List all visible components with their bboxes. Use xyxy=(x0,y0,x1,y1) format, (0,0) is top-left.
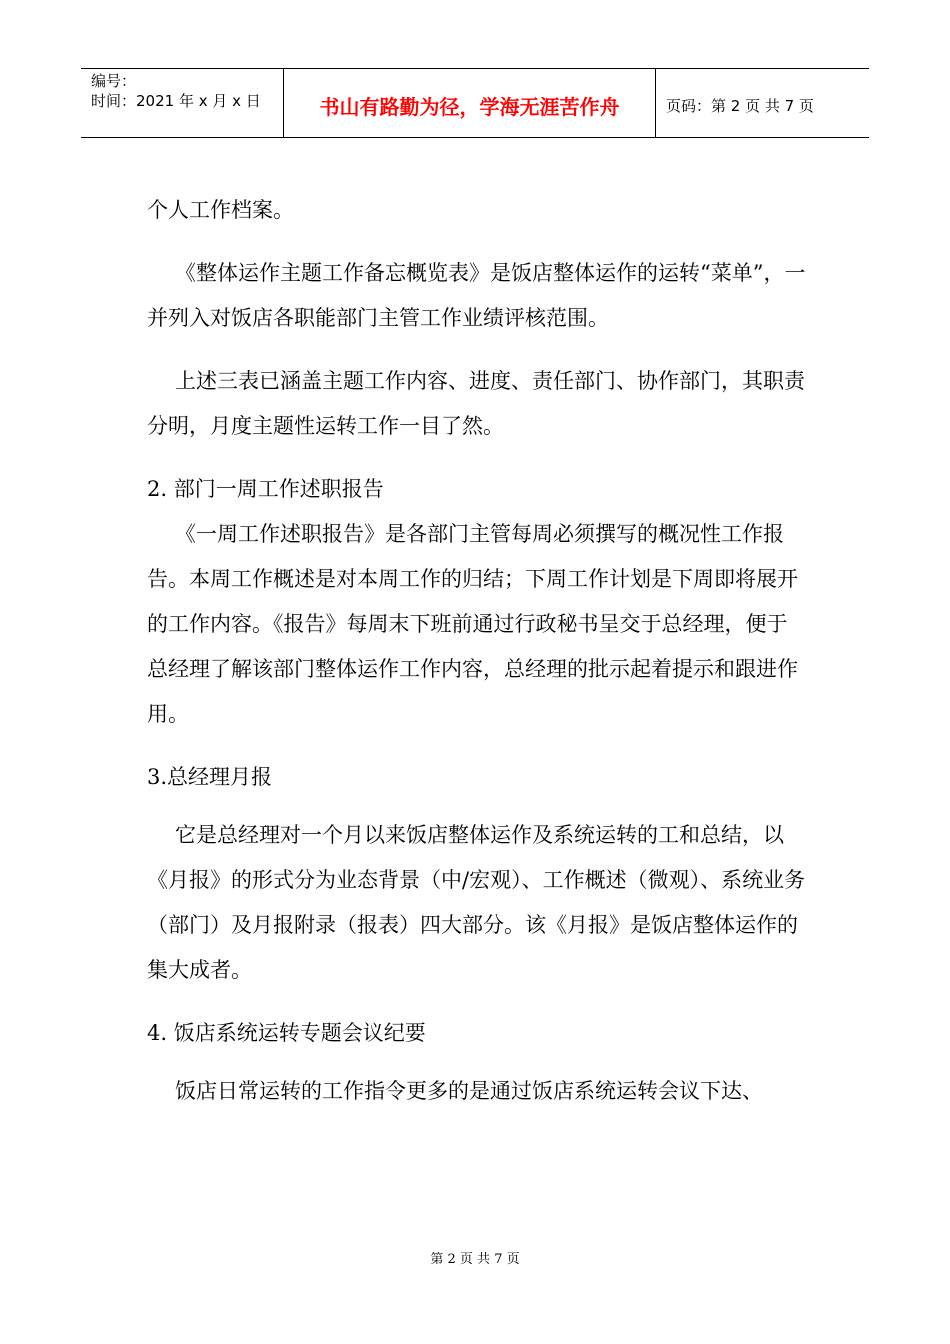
section-heading: 3.总经理月报 xyxy=(147,765,273,789)
paragraph: 它是总经理对一个月以来饭店整体运作及系统运转的工和总结，以《月报》的形式分为业态背景（中/宏观）、工作概述（微观）、系统业务（部门）及月报附录（报表）四大部分。该《月报》是饭店整体运作的集大成者。 xyxy=(147,823,806,982)
date-label: 时间：2021 年 x 月 x 日 xyxy=(91,92,261,110)
header-meta xyxy=(81,69,283,137)
paragraph: 《一周工作述职报告》是各部门主管每周必须撰写的概况性工作报告。本周工作概述是对本周工作的归结；下周工作计划是下周即将展开的工作内容。《报告》每周末下班前通过行政秘书呈交于总经理，便于总经理了解该部门整体运作工作内容，总经理的批示起着提示和跟进作用。 xyxy=(147,522,798,726)
document-header xyxy=(81,68,869,138)
header-motto: 书山有路勤为径，学海无涯苦作舟 xyxy=(283,69,656,137)
section-heading: 2. 部门一周工作述职报告 xyxy=(147,477,384,501)
number-label: 编号： xyxy=(91,72,137,90)
paragraph: 《整体运作主题工作备忘概览表》是饭店整体运作的运转“菜单”，一并列入对饭店各职能部门主管工作业绩评核范围。 xyxy=(147,261,806,330)
paragraph: 饭店日常运转的工作指令更多的是通过饭店系统运转会议下达、 xyxy=(175,1079,763,1103)
page-footer: 第 2 页 共 7 页 xyxy=(430,1252,520,1267)
document-body xyxy=(147,188,807,1114)
paragraph: 个人工作档案。 xyxy=(147,198,294,222)
section-heading: 4. 饭店系统运转专题会议纪要 xyxy=(147,1021,426,1045)
paragraph: 上述三表已涵盖主题工作内容、进度、责任部门、协作部门，其职责分明，月度主题性运转工作一目了然。 xyxy=(147,369,805,438)
header-page-label: 页码：第 2 页 共 7 页 xyxy=(666,96,814,115)
